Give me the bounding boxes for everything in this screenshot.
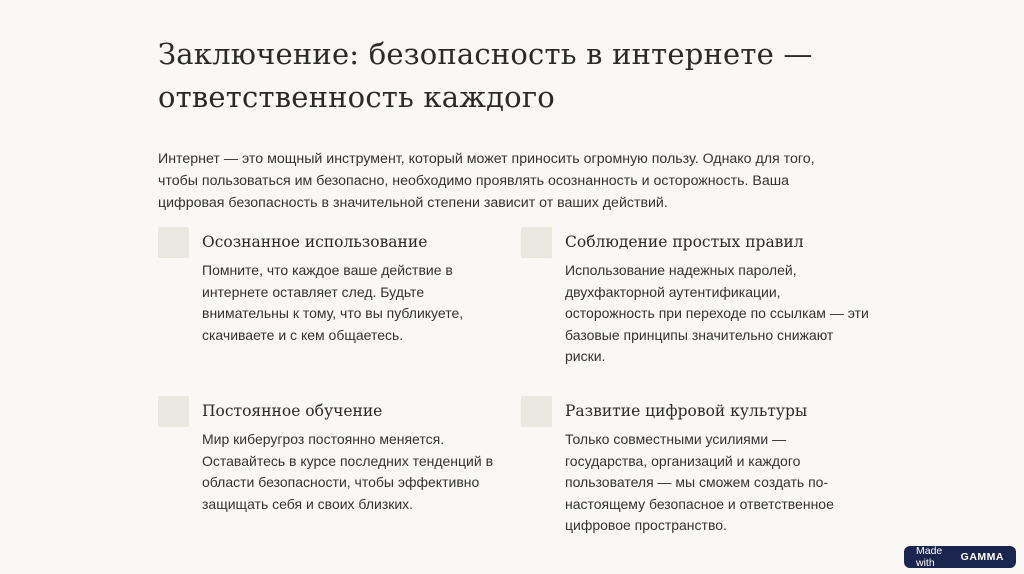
intro-paragraph: Интернет — это мощный инструмент, который может приносить огромную пользу. Однако для того, чтобы пользоваться им безопасно, необходимо проявлять осознанность и осторожность. Ваша цифровая безопасность в значительной степени зависит от ваших действий. <box>158 151 815 211</box>
gamma-logo: GAMMA <box>960 551 1004 563</box>
card-placeholder-icon <box>521 396 552 427</box>
page-title: Заключение: безопасность в интернете — ответственность каждого <box>158 37 813 114</box>
card-text: Мир киберугроз постоянно меняется. Оставайтесь в курсе последних тенденций в области безопасности, чтобы эффективно защищать себя и своих близких. <box>202 431 494 512</box>
card-placeholder-icon <box>521 227 552 258</box>
card-text: Помните, что каждое ваше действие в интернете оставляет след. Будьте внимательны к тому, что вы публикуете, скачиваете и с кем общаетесь. <box>202 262 464 343</box>
made-with-gamma-badge[interactable] <box>904 546 1016 568</box>
badge-prefix: Made with <box>916 545 943 569</box>
card-title: Осознанное использование <box>202 233 428 251</box>
card-text: Использование надежных паролей, двухфакторной аутентификации, осторожность при переходе по ссылкам — эти базовые принципы значительно снижают риски. <box>565 262 869 365</box>
card-placeholder-icon <box>158 227 189 258</box>
card-placeholder-icon <box>158 396 189 427</box>
card-title: Постоянное обучение <box>202 402 383 420</box>
slide-content <box>158 0 878 574</box>
card-text: Только совместными усилиями — государства, организаций и каждого пользователя — мы сможем создать по-настоящему безопасное и ответственное цифровое пространство. <box>565 431 834 534</box>
card-title: Соблюдение простых правил <box>565 233 804 251</box>
card-title: Развитие цифровой культуры <box>565 402 808 420</box>
